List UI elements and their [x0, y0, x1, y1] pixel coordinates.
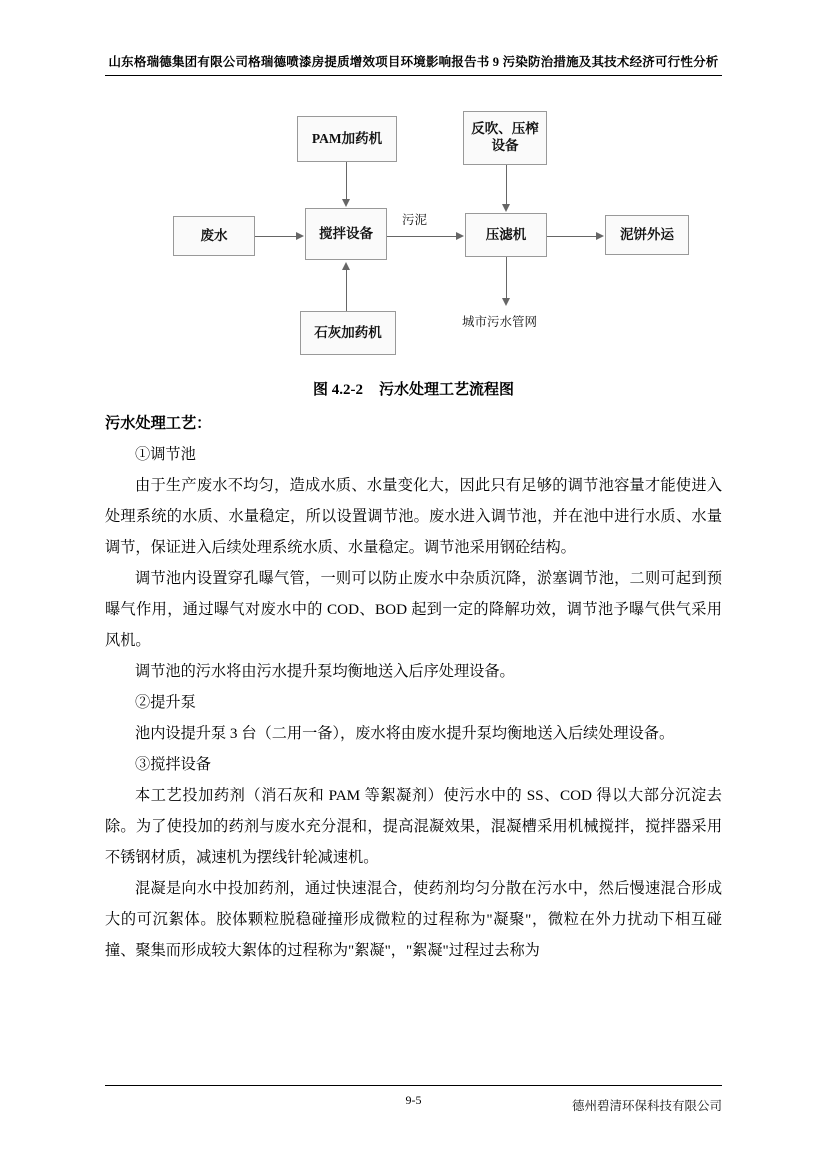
flow-line-press-sewer [506, 257, 507, 299]
flow-arrow-press-sewer [502, 298, 510, 306]
flow-arrow-pam-mixer [342, 199, 350, 207]
flow-line-backblow-press [506, 165, 507, 205]
footer-divider [105, 1085, 722, 1086]
diagram-node-wastewater: 废水 [173, 216, 255, 256]
paragraph-5: 本工艺投加药剂（消石灰和 PAM 等絮凝剂）使污水中的 SS、COD 得以大部分沉淀去除。为了使投加的药剂与废水充分混和，提高混凝效果，混凝槽采用机械搅拌，搅拌器采用不锈钢材质，减速机为摆线针轮减速机。 [105, 787, 722, 866]
flow-line-pam-mixer [346, 162, 347, 200]
diagram-node-lime: 石灰加药机 [300, 311, 396, 355]
flow-line-mixer-press [387, 236, 457, 237]
flow-line-press-cake [547, 236, 597, 237]
flow-arrow-lime-mixer [342, 262, 350, 270]
diagram-node-mixer: 搅拌设备 [305, 208, 387, 260]
section-title: 污水处理工艺： [105, 415, 212, 432]
page-header: 山东格瑞德集团有限公司格瑞德喷漆房提质增效项目环境影响报告书 9 污染防治措施及其技术经济可行性分析 [108, 55, 719, 69]
body-content [105, 408, 722, 966]
diagram-node-pam: PAM加药机 [297, 116, 397, 162]
item-1-title: ①调节池 [135, 446, 196, 463]
flow-arrow-press-cake [596, 232, 604, 240]
flow-line-wastewater-mixer [255, 236, 297, 237]
header-divider [105, 75, 722, 76]
diagram-node-filter-press: 压滤机 [465, 213, 547, 257]
paragraph-6: 混凝是向水中投加药剂，通过快速混合，使药剂均匀分散在污水中，然后慢速混合形成大的可沉絮体。胶体颗粒脱稳碰撞形成微粒的过程称为"凝聚"，微粒在外力扰动下相互碰撞、聚集而形成较大絮体的过程称为"絮凝"，"絮凝"过程过去称为 [105, 880, 722, 959]
paragraph-3: 调节池的污水将由污水提升泵均衡地送入后序处理设备。 [135, 663, 515, 680]
item-3-title: ③搅拌设备 [135, 756, 211, 773]
paragraph-4: 池内设提升泵 3 台（二用一备），废水将由废水提升泵均衡地送入后续处理设备。 [135, 725, 675, 742]
flow-arrow-backblow-press [502, 204, 510, 212]
flow-label-sludge: 污泥 [402, 213, 428, 227]
flow-label-sewer: 城市污水管网 [462, 315, 538, 329]
diagram-node-backblow: 反吹、压榨设备 [463, 111, 547, 165]
item-2-title: ②提升泵 [135, 694, 196, 711]
flow-line-lime-mixer [346, 270, 347, 311]
flow-arrow-mixer-press [456, 232, 464, 240]
figure-title: 污水处理工艺流程图 [378, 382, 514, 398]
process-flow-diagram [105, 98, 722, 373]
flow-arrow-wastewater-mixer [296, 232, 304, 240]
footer-organization: 德州碧清环保科技有限公司 [571, 1099, 722, 1113]
figure-number: 图 4.2-2 [312, 382, 363, 398]
paragraph-1: 由于生产废水不均匀，造成水质、水量变化大，因此只有足够的调节池容量才能使进入处理系统的水质、水量稳定，所以设置调节池。废水进入调节池，并在池中进行水质、水量调节，保证进入后续处理系统水质、水量稳定。调节池采用钢砼结构。 [105, 477, 722, 556]
paragraph-2: 调节池内设置穿孔曝气管，一则可以防止废水中杂质沉降，淤塞调节池，二则可起到预曝气作用，通过曝气对废水中的 COD、BOD 起到一定的降解功效，调节池予曝气供气采用风机。 [105, 570, 722, 649]
page-number: 9-5 [405, 1093, 422, 1107]
diagram-node-cake-out: 泥饼外运 [605, 215, 689, 255]
figure-caption [105, 378, 722, 399]
